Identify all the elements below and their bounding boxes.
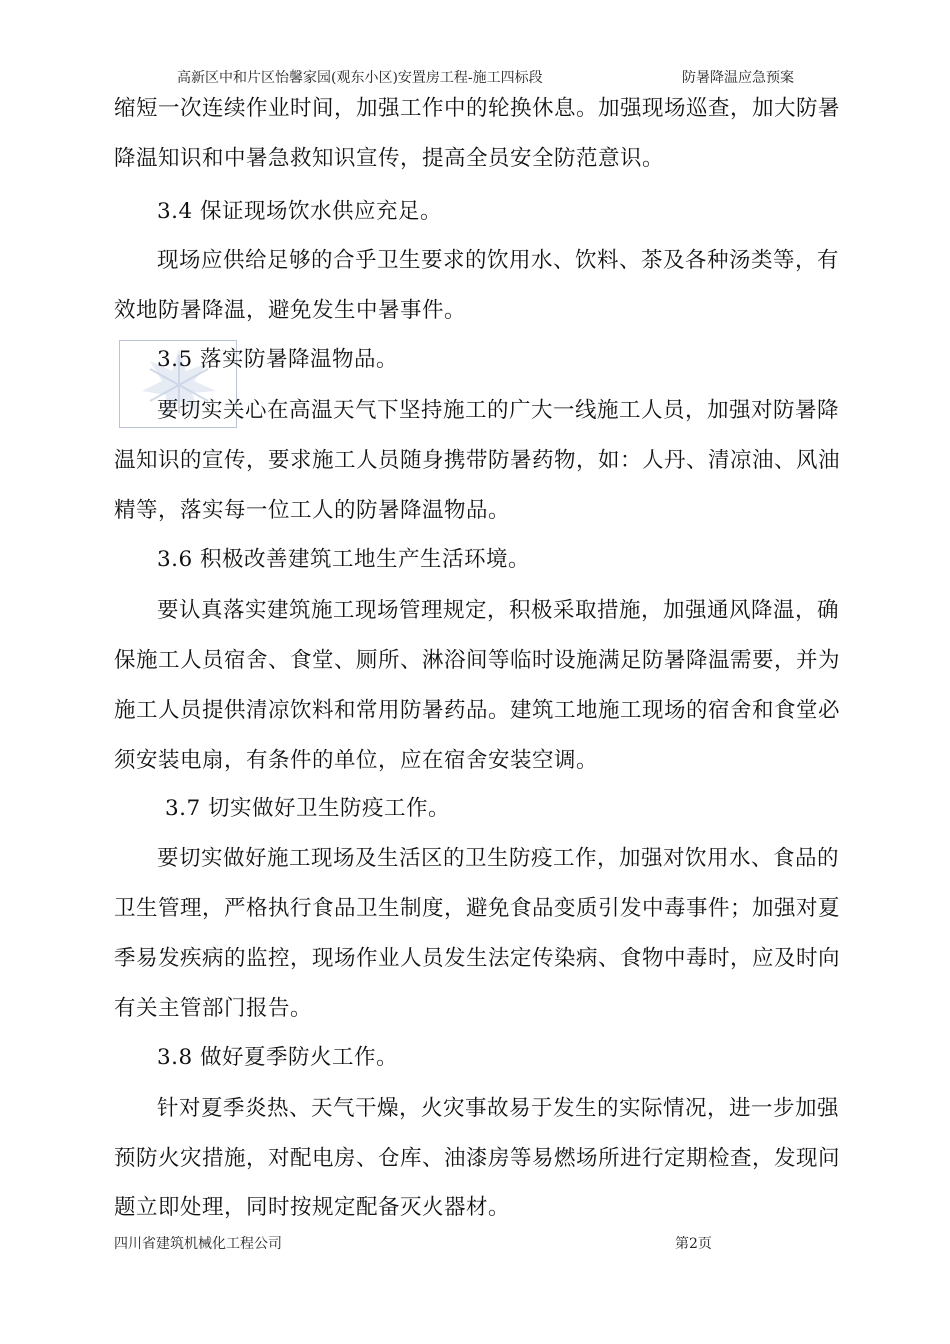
section-heading-3-7: 3.7 切实做好卫生防疫工作。 bbox=[165, 796, 451, 821]
section-heading-3-6: 3.6 积极改善建筑工地生产生活环境。 bbox=[157, 547, 531, 572]
header-project-title: 高新区中和片区怡馨家园(观东小区)安置房工程-施工四标段 bbox=[177, 70, 543, 86]
paragraph-line: 温知识的宣传，要求施工人员随身携带防暑药物，如：人丹、清凉油、风油 bbox=[114, 448, 841, 473]
footer-page-number: 第2页 bbox=[675, 1236, 712, 1252]
paragraph-line: 保施工人员宿舍、食堂、厕所、淋浴间等临时设施满足防暑降温需要，并为 bbox=[114, 648, 841, 673]
paragraph-line: 要认真落实建筑施工现场管理规定，积极采取措施，加强通风降温，确 bbox=[157, 598, 840, 623]
section-heading-3-5: 3.5 落实防暑降温物品。 bbox=[157, 347, 399, 372]
paragraph-line: 缩短一次连续作业时间，加强工作中的轮换休息。加强现场巡查，加大防暑 bbox=[114, 96, 841, 121]
paragraph-line: 季易发疾病的监控，现场作业人员发生法定传染病、食物中毒时，应及时向 bbox=[114, 946, 841, 971]
paragraph-line: 施工人员提供清凉饮料和常用防暑药品。建筑工地施工现场的宿舍和食堂必 bbox=[114, 698, 841, 723]
section-heading-3-8: 3.8 做好夏季防火工作。 bbox=[157, 1045, 399, 1070]
paragraph-line: 卫生管理，严格执行食品卫生制度，避免食品变质引发中毒事件；加强对夏 bbox=[114, 896, 841, 921]
footer-company-name: 四川省建筑机械化工程公司 bbox=[114, 1236, 282, 1252]
paragraph-line: 精等，落实每一位工人的防暑降温物品。 bbox=[114, 498, 511, 523]
paragraph-line: 题立即处理，同时按规定配备灭火器材。 bbox=[114, 1195, 511, 1220]
paragraph-line: 要切实关心在高温天气下坚持施工的广大一线施工人员，加强对防暑降 bbox=[157, 398, 840, 423]
paragraph-line: 要切实做好施工现场及生活区的卫生防疫工作，加强对饮用水、食品的 bbox=[157, 846, 840, 871]
section-heading-3-4: 3.4 保证现场饮水供应充足。 bbox=[157, 199, 443, 224]
paragraph-line: 效地防暑降温，避免发生中暑事件。 bbox=[114, 298, 467, 323]
header-document-title: 防暑降温应急预案 bbox=[682, 70, 794, 86]
paragraph-line: 针对夏季炎热、天气干燥，火灾事故易于发生的实际情况，进一步加强 bbox=[157, 1096, 840, 1121]
paragraph-line: 降温知识和中暑急救知识宣传，提高全员安全防范意识。 bbox=[114, 146, 665, 171]
paragraph-line: 须安装电扇，有条件的单位，应在宿舍安装空调。 bbox=[114, 748, 599, 773]
paragraph-line: 有关主管部门报告。 bbox=[114, 996, 313, 1021]
paragraph-line: 现场应供给足够的合乎卫生要求的饮用水、饮料、茶及各种汤类等，有 bbox=[157, 248, 840, 273]
paragraph-line: 预防火灾措施，对配电房、仓库、油漆房等易燃场所进行定期检查，发现问 bbox=[114, 1146, 841, 1171]
